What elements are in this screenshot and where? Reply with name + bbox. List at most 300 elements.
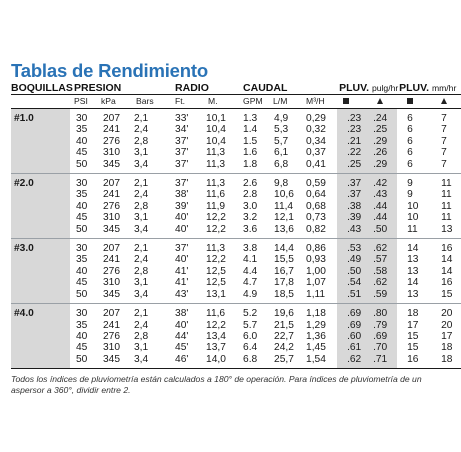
- table-cell: 40: [76, 330, 88, 342]
- table-cell: 1.3: [243, 113, 258, 124]
- table-cell: .71: [367, 354, 397, 365]
- table-row: [11, 147, 461, 158]
- table-cell: 20: [441, 308, 453, 320]
- table-row: [11, 178, 461, 189]
- table-cell: 6: [407, 113, 413, 124]
- group-divider: [11, 365, 461, 369]
- table-cell: 35: [76, 124, 88, 136]
- nozzle-cell: #1.0: [11, 113, 70, 124]
- table-cell: .79: [367, 320, 397, 331]
- table-cell: 2,4: [134, 124, 149, 136]
- table-cell: 50: [76, 353, 88, 365]
- table-cell: 40: [76, 135, 88, 147]
- table-cell: 0,73: [306, 212, 326, 224]
- table-cell: 9: [407, 178, 413, 190]
- subheader-bars: Bars: [136, 96, 154, 106]
- subheader-row: [11, 95, 461, 109]
- nozzle-cell: [11, 289, 70, 300]
- nozzle-cell: [11, 147, 70, 158]
- table-cell: .57: [367, 254, 397, 265]
- table-cell: 9,8: [274, 178, 289, 190]
- table-cell: 37': [175, 178, 189, 190]
- table-cell: 11,3: [206, 147, 226, 159]
- table-cell: 12,2: [206, 254, 226, 266]
- table-cell: 6: [407, 147, 413, 159]
- table-cell: 3,4: [134, 158, 149, 170]
- table-cell: .43: [367, 189, 397, 200]
- table-row: [11, 124, 461, 135]
- table-cell: 0,64: [306, 189, 326, 201]
- table-row: [11, 243, 461, 254]
- table-cell: 40': [175, 223, 189, 235]
- table-cell: 241: [103, 124, 120, 136]
- table-cell: 43': [175, 288, 189, 300]
- table-cell: 6: [407, 135, 413, 147]
- table-cell: 241: [103, 319, 120, 331]
- table-cell: 10: [407, 200, 419, 212]
- table-cell: 37': [175, 243, 189, 255]
- table-cell: 35: [76, 254, 88, 266]
- table-cell: 345: [103, 158, 120, 170]
- triangle-icon: [431, 95, 461, 109]
- table-cell: 38': [175, 308, 189, 320]
- table-cell: 3,4: [134, 288, 149, 300]
- table-cell: 13: [407, 254, 419, 266]
- table-cell: .25: [337, 159, 367, 170]
- table-cell: 12,1: [274, 212, 294, 224]
- table-cell: 310: [103, 147, 120, 159]
- table-row: [11, 113, 461, 124]
- table-cell: 1,45: [306, 342, 326, 354]
- subheader-m: M.: [208, 96, 218, 106]
- table-cell: 37': [175, 135, 189, 147]
- table-cell: 11: [441, 212, 452, 224]
- table-row: [11, 277, 461, 288]
- table-cell: 14,4: [274, 243, 294, 255]
- nozzle-cell: [11, 224, 70, 235]
- table-cell: 6: [407, 124, 413, 136]
- subheader-lm: L/M: [273, 96, 288, 106]
- table-row: [11, 212, 461, 223]
- table-cell: 1.6: [243, 147, 258, 159]
- table-cell: 14,0: [206, 353, 226, 365]
- table-row: [11, 320, 461, 331]
- subheader-gpm: GPM: [243, 96, 263, 106]
- table-cell: 207: [103, 113, 120, 124]
- table-cell: 276: [103, 135, 120, 147]
- header-pluv-mm-label: PLUV.: [399, 82, 430, 94]
- table-cell: 3,4: [134, 223, 149, 235]
- table-cell: 15: [441, 288, 453, 300]
- table-cell: 2,1: [134, 113, 149, 124]
- table-cell: 17,8: [274, 277, 294, 289]
- table-cell: 2,8: [134, 330, 149, 342]
- subheader-psi: PSI: [74, 96, 88, 106]
- square-icon: [337, 95, 367, 109]
- table-cell: 4.7: [243, 277, 258, 289]
- table-cell: .44: [367, 212, 397, 223]
- performance-table: [11, 82, 461, 369]
- table-cell: 3,1: [134, 342, 149, 354]
- table-cell: 1.4: [243, 124, 258, 136]
- table-cell: 40: [76, 265, 88, 277]
- table-cell: 207: [103, 178, 120, 190]
- table-cell: 18: [407, 308, 419, 320]
- table-cell: .62: [337, 354, 367, 365]
- header-presion: PRESION: [70, 82, 171, 95]
- table-cell: 11,6: [206, 308, 226, 320]
- table-cell: 7: [441, 158, 447, 170]
- nozzle-cell: [11, 342, 70, 353]
- nozzle-cell: [11, 189, 70, 200]
- table-cell: 207: [103, 243, 120, 255]
- table-cell: 18: [441, 342, 453, 354]
- table-cell: 13: [407, 288, 419, 300]
- table-cell: .51: [337, 289, 367, 300]
- table-cell: 0,93: [306, 254, 326, 266]
- table-cell: 12,2: [206, 212, 226, 224]
- table-cell: 12,2: [206, 319, 226, 331]
- table-cell: 2,1: [134, 243, 149, 255]
- table-cell: 13,6: [274, 223, 294, 235]
- table-cell: 16,7: [274, 265, 294, 277]
- table-cell: .80: [367, 308, 397, 319]
- table-cell: 46': [175, 353, 189, 365]
- table-cell: 14: [441, 265, 453, 277]
- table-cell: 6,8: [274, 158, 289, 170]
- table-cell: 2,4: [134, 189, 149, 201]
- table-cell: 1,00: [306, 265, 326, 277]
- square-icon: [397, 95, 431, 109]
- table-cell: .62: [367, 277, 397, 288]
- table-cell: 45: [76, 277, 88, 289]
- nozzle-cell: [11, 159, 70, 170]
- table-cell: 5.7: [243, 319, 258, 331]
- table-cell: 39': [175, 200, 189, 212]
- table-cell: 207: [103, 308, 120, 320]
- table-cell: 15: [407, 330, 419, 342]
- table-cell: 16: [441, 277, 453, 289]
- table-cell: 241: [103, 189, 120, 201]
- table-cell: 5.2: [243, 308, 258, 320]
- triangle-icon: [367, 95, 397, 109]
- header-pluv-mm-unit: mm/hr: [431, 83, 457, 93]
- table-cell: .44: [367, 201, 397, 212]
- performance-table-container: [11, 60, 457, 396]
- table-cell: 3.6: [243, 223, 258, 235]
- table-cell: 30: [76, 308, 88, 320]
- table-cell: 50: [76, 223, 88, 235]
- table-cell: 11,3: [206, 178, 226, 190]
- table-cell: 30: [76, 178, 88, 190]
- nozzle-cell: [11, 320, 70, 331]
- nozzle-cell: [11, 201, 70, 212]
- table-cell: 33': [175, 113, 189, 124]
- table-row: [11, 136, 461, 147]
- header-pluv-in-label: PLUV.: [339, 82, 370, 94]
- table-cell: 10: [407, 212, 419, 224]
- table-cell: 17: [407, 319, 419, 331]
- header-radio: RADIO: [171, 82, 237, 95]
- table-cell: 2.6: [243, 178, 258, 190]
- table-cell: 2,1: [134, 178, 149, 190]
- table-cell: 3.8: [243, 243, 258, 255]
- table-cell: 276: [103, 330, 120, 342]
- table-cell: 11,6: [206, 189, 226, 201]
- table-cell: .50: [337, 266, 367, 277]
- header-pluv-in: [337, 82, 397, 95]
- table-cell: 7: [441, 147, 447, 159]
- table-cell: 45: [76, 212, 88, 224]
- table-cell: .53: [337, 243, 367, 254]
- table-cell: 345: [103, 288, 120, 300]
- table-cell: 37': [175, 158, 189, 170]
- table-cell: 38': [175, 189, 189, 201]
- table-cell: .54: [337, 277, 367, 288]
- table-cell: 5,7: [274, 135, 289, 147]
- table-cell: 6,1: [274, 147, 289, 159]
- nozzle-cell: [11, 124, 70, 135]
- table-cell: 6.0: [243, 330, 258, 342]
- table-cell: 3,1: [134, 212, 149, 224]
- page-title: Tablas de Rendimiento: [11, 60, 208, 81]
- table-cell: .29: [367, 159, 397, 170]
- table-row: [11, 342, 461, 353]
- table-cell: 18: [441, 353, 453, 365]
- table-cell: 11: [441, 178, 452, 190]
- table-cell: 2,8: [134, 265, 149, 277]
- table-cell: 14: [407, 277, 419, 289]
- table-cell: 2,4: [134, 319, 149, 331]
- table-cell: .60: [337, 331, 367, 342]
- table-cell: 6.4: [243, 342, 258, 354]
- table-cell: .26: [367, 147, 397, 158]
- table-cell: .49: [337, 254, 367, 265]
- table-cell: 7: [441, 113, 447, 124]
- table-cell: 1,07: [306, 277, 326, 289]
- table-cell: 35: [76, 189, 88, 201]
- subheader-blank: [11, 95, 70, 109]
- table-cell: .23: [337, 113, 367, 124]
- header-row: [11, 82, 461, 95]
- table-cell: 0,37: [306, 147, 326, 159]
- table-cell: 12,2: [206, 223, 226, 235]
- nozzle-cell: #4.0: [11, 308, 70, 319]
- table-cell: .62: [367, 243, 397, 254]
- table-cell: 10,6: [274, 189, 294, 201]
- subheader-kpa: kPa: [101, 96, 116, 106]
- subheader-m3h: M³/H: [306, 96, 325, 106]
- table-cell: 2,4: [134, 254, 149, 266]
- nozzle-cell: [11, 136, 70, 147]
- table-cell: 11: [441, 200, 452, 212]
- table-row: [11, 354, 461, 365]
- table-cell: 3.0: [243, 200, 258, 212]
- table-cell: .69: [367, 331, 397, 342]
- table-cell: 4.9: [243, 288, 258, 300]
- table-cell: 4.1: [243, 254, 258, 266]
- table-cell: 11,4: [274, 200, 294, 212]
- table-cell: 35: [76, 319, 88, 331]
- table-cell: 24,2: [274, 342, 294, 354]
- subheader-ft: Ft.: [175, 96, 186, 106]
- table-cell: 1,29: [306, 319, 326, 331]
- header-pluv-in-unit: pulg/hr: [371, 83, 399, 93]
- table-cell: 276: [103, 200, 120, 212]
- nozzle-cell: [11, 331, 70, 342]
- table-cell: 45': [175, 342, 189, 354]
- footnote: Todos los índices de pluviometría están calculados a 180° de operación. Para índices de pluviometría de un aspersor a 360°, dividir entre 2.: [11, 374, 422, 396]
- header-caudal: CAUDAL: [237, 82, 337, 95]
- table-cell: 40': [175, 212, 189, 224]
- table-cell: 1.5: [243, 135, 258, 147]
- table-cell: 310: [103, 277, 120, 289]
- table-cell: 16: [441, 243, 453, 255]
- table-cell: 40: [76, 200, 88, 212]
- table-row: [11, 331, 461, 342]
- table-cell: 3.2: [243, 212, 258, 224]
- table-cell: .29: [367, 136, 397, 147]
- table-cell: 345: [103, 353, 120, 365]
- table-cell: 11,9: [206, 200, 226, 212]
- table-cell: .69: [337, 308, 367, 319]
- table-row: [11, 308, 461, 319]
- table-cell: 310: [103, 342, 120, 354]
- table-cell: .43: [337, 224, 367, 235]
- table-cell: 13,7: [206, 342, 226, 354]
- table-cell: 0,29: [306, 113, 326, 124]
- table-cell: 0,34: [306, 135, 326, 147]
- table-cell: 25,7: [274, 353, 294, 365]
- table-cell: .58: [367, 266, 397, 277]
- table-row: [11, 159, 461, 170]
- table-cell: 3,4: [134, 353, 149, 365]
- table-cell: 11,3: [206, 243, 226, 255]
- table-cell: 30: [76, 113, 88, 124]
- table-cell: 0,59: [306, 178, 326, 190]
- table-cell: .39: [337, 212, 367, 223]
- table-cell: 13,4: [206, 330, 226, 342]
- table-cell: 41': [175, 265, 189, 277]
- table-cell: 4.4: [243, 265, 258, 277]
- table-cell: 5,3: [274, 124, 289, 136]
- table-cell: 21,5: [274, 319, 294, 331]
- table-cell: 44': [175, 330, 189, 342]
- table-cell: 12,5: [206, 265, 226, 277]
- table-cell: .38: [337, 201, 367, 212]
- table-cell: 10,1: [206, 113, 226, 124]
- table-row: [11, 189, 461, 200]
- header-pluv-mm: [397, 82, 461, 95]
- table-cell: 1,36: [306, 330, 326, 342]
- table-cell: .23: [337, 124, 367, 135]
- table-cell: 2,8: [134, 135, 149, 147]
- table-cell: .24: [367, 113, 397, 124]
- table-cell: .69: [337, 320, 367, 331]
- nozzle-cell: #3.0: [11, 243, 70, 254]
- table-cell: .37: [337, 189, 367, 200]
- table-cell: .42: [367, 178, 397, 189]
- table-cell: 1,54: [306, 353, 326, 365]
- table-cell: 41': [175, 277, 189, 289]
- table-cell: 9: [407, 189, 413, 201]
- table-cell: 40': [175, 319, 189, 331]
- table-cell: 310: [103, 212, 120, 224]
- table-cell: .22: [337, 147, 367, 158]
- table-cell: .37: [337, 178, 367, 189]
- table-cell: 0,41: [306, 158, 326, 170]
- table-cell: 276: [103, 265, 120, 277]
- header-boquillas: BOQUILLAS: [11, 82, 73, 94]
- table-cell: 6: [407, 158, 413, 170]
- table-cell: 50: [76, 158, 88, 170]
- table-cell: .25: [367, 124, 397, 135]
- table-cell: 6.8: [243, 353, 258, 365]
- nozzle-cell: #2.0: [11, 178, 70, 189]
- nozzle-cell: [11, 266, 70, 277]
- table-cell: 345: [103, 223, 120, 235]
- table-cell: 40': [175, 254, 189, 266]
- table-cell: 2.8: [243, 189, 258, 201]
- table-row: [11, 254, 461, 265]
- table-cell: 1,18: [306, 308, 326, 320]
- nozzle-cell: [11, 354, 70, 365]
- table-cell: 0,82: [306, 223, 326, 235]
- table-cell: 3,1: [134, 277, 149, 289]
- table-cell: .61: [337, 342, 367, 353]
- table-cell: 3,1: [134, 147, 149, 159]
- table-cell: 30: [76, 243, 88, 255]
- table-cell: 10,4: [206, 135, 226, 147]
- table-cell: 15,5: [274, 254, 294, 266]
- table-cell: 13,1: [206, 288, 226, 300]
- table-cell: 0,68: [306, 200, 326, 212]
- table-cell: 18,5: [274, 288, 294, 300]
- table-row: [11, 289, 461, 300]
- table-cell: 16: [407, 353, 419, 365]
- table-cell: 10,4: [206, 124, 226, 136]
- table-cell: 2,8: [134, 200, 149, 212]
- table-cell: .50: [367, 224, 397, 235]
- table-cell: 0,32: [306, 124, 326, 136]
- table-cell: 15: [407, 342, 419, 354]
- table-cell: 11,3: [206, 158, 226, 170]
- table-cell: 2,1: [134, 308, 149, 320]
- table-cell: 17: [441, 330, 453, 342]
- table-cell: 7: [441, 135, 447, 147]
- table-cell: 14: [441, 254, 453, 266]
- table-row: [11, 201, 461, 212]
- nozzle-cell: [11, 212, 70, 223]
- table-cell: 11: [441, 189, 452, 201]
- table-cell: .59: [367, 289, 397, 300]
- table-cell: 20: [441, 319, 453, 331]
- table-cell: 13: [407, 265, 419, 277]
- table-cell: 45: [76, 342, 88, 354]
- table-cell: .70: [367, 342, 397, 353]
- table-cell: 0,86: [306, 243, 326, 255]
- table-row: [11, 266, 461, 277]
- table-cell: 12,5: [206, 277, 226, 289]
- table-cell: 34': [175, 124, 189, 136]
- table-cell: 22,7: [274, 330, 294, 342]
- table-cell: 1.8: [243, 158, 258, 170]
- table-cell: 4,9: [274, 113, 289, 124]
- table-cell: 13: [441, 223, 453, 235]
- table-cell: 14: [407, 243, 419, 255]
- nozzle-cell: [11, 277, 70, 288]
- table-cell: 7: [441, 124, 447, 136]
